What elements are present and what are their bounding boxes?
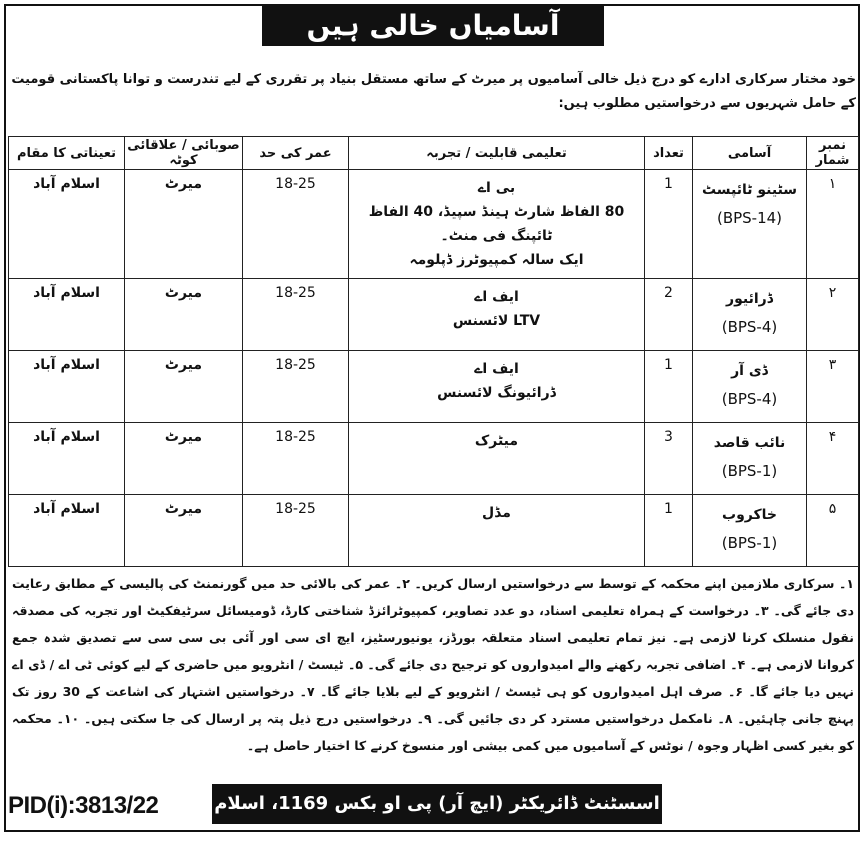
row-age: 18-25 [243,423,349,495]
row-quota: میرٹ [125,423,243,495]
row-title-text: ڈرائیور [726,291,773,307]
vacancy-table [8,136,859,567]
table-row [9,351,859,423]
qual-line: بی اے [477,180,516,196]
table-row [9,170,859,279]
header-place: تعیناتی کا مقام [9,137,125,170]
intro-text: خود مختار سرکاری ادارے کو درج ذیل خالی آسامیوں پر میرٹ کے ساتھ مستقل بنیاد پر تقرری کے لیے تندرست و توانا پاکستانی قومیت کے حامل شہریوں سے درخواستیں مطلوب ہیں: [11,72,856,111]
row-age: 18-25 [243,170,349,279]
qual-line: ایف اے [474,289,519,305]
row-age: 18-25 [243,495,349,567]
table-row [9,279,859,351]
row-quota: میرٹ [125,170,243,279]
header-no: نمبر شمار [807,137,859,170]
table-row [9,495,859,567]
page-title: آسامیاں خالی ہیں [262,6,604,46]
header-title: آسامی [693,137,807,170]
header-age: عمر کی حد [243,137,349,170]
row-count: 1 [645,495,693,567]
row-qualification [349,351,645,423]
row-place: اسلام آباد [9,170,125,279]
table-row [9,423,859,495]
row-title-text: نائب قاصد [713,435,786,451]
table-header-row [9,137,859,170]
row-quota: میرٹ [125,495,243,567]
qual-line: ایف اے [474,361,519,377]
row-no: ۵ [807,495,859,567]
row-title-text: سٹینو ٹائپسٹ [701,182,798,198]
row-bps: (BPS-4) [721,318,778,336]
header-qualification: تعلیمی قابلیت / تجربہ [349,137,645,170]
row-title-text: خاکروب [722,507,777,523]
contact-address: اسسٹنٹ ڈائریکٹر (ایچ آر) پی او بکس 1169، اسلام آباد [212,784,662,824]
row-place: اسلام آباد [9,279,125,351]
row-bps: (BPS-14) [716,209,783,227]
row-qualification [349,279,645,351]
row-bps: (BPS-4) [721,390,778,408]
row-bps: (BPS-1) [721,462,778,480]
row-bps: (BPS-1) [721,534,778,552]
row-qualification [349,170,645,279]
qual-line: میٹرک [474,433,519,449]
row-place: اسلام آباد [9,495,125,567]
row-no: ۲ [807,279,859,351]
row-count: 2 [645,279,693,351]
qual-line: ڈرائیونگ لائسنس [437,385,556,401]
row-title [693,279,807,351]
pid-number: PID(i):3813/22 [8,792,159,819]
row-count: 1 [645,351,693,423]
row-quota: میرٹ [125,279,243,351]
qual-line: 80 الفاظ شارٹ ہینڈ سپیڈ، 40 الفاظ ٹائپنگ فی منٹ۔ [368,204,625,244]
terms-and-conditions: ۱۔ سرکاری ملازمین اپنے محکمہ کے توسط سے درخواستیں ارسال کریں۔ ۲۔ عمر کی بالائی حد میں گورنمنٹ کی پالیسی کے مطابق رعایت دی جائے گی۔ ۳۔ درخواست کے ہمراہ تعلیمی اسناد، دو عدد تصاویر، کمپیوٹرائزڈ شناختی کارڈ، ڈومیسائل سرٹیفکیٹ اور تجربہ کی مصدقہ نقول منسلک کرنا لازمی ہے۔ نیز تمام تعلیمی اسناد متعلقہ بورڈز، یونیورسٹیز، ایچ ای سی اور آئی بی سی سی سے تصدیق شدہ جمع کروانا لازمی ہے۔ ۴۔ اضافی تجربہ رکھنے والے امیدواروں کو ترجیح دی جائے گی۔ ۵۔ ٹیسٹ / انٹرویو میں حاضری کے لیے کوئی ٹی اے / ڈی اے نہیں دیا جائے گا۔ ۶۔ صرف اہل امیدواروں کو ہی ٹیسٹ / انٹرویو کے لیے بلایا جائے گا۔ ۷۔ درخواستیں اشتہار کی اشاعت کے 30 روز تک پہنچ جانی چاہئیں۔ ۸۔ نامکمل درخواستیں مسترد کر دی جائیں گی۔ ۹۔ درخواستیں درج ذیل پتہ پر ارسال کی جا سکتی ہیں۔ ۱۰۔ محکمہ کو بغیر کسی اظہار وجوہ / نوٹس کے آسامیوں میں کمی بیشی اور منسوخ کرنے کا اختیار حاصل ہے۔ [12,576,855,753]
qual-line: LTV لائسنس [452,313,541,329]
header-count: تعداد [645,137,693,170]
row-no: ۱ [807,170,859,279]
row-age: 18-25 [243,279,349,351]
row-title-text: ڈی آر [731,363,768,379]
row-qualification [349,495,645,567]
qual-line: ایک سالہ کمپیوٹرز ڈپلومہ [409,252,584,268]
row-qualification [349,423,645,495]
row-place: اسلام آباد [9,351,125,423]
row-title [693,351,807,423]
row-no: ۴ [807,423,859,495]
row-title [693,495,807,567]
row-no: ۳ [807,351,859,423]
row-count: 3 [645,423,693,495]
row-count: 1 [645,170,693,279]
row-place: اسلام آباد [9,423,125,495]
row-title [693,423,807,495]
row-title [693,170,807,279]
row-age: 18-25 [243,351,349,423]
header-quota: صوبائی / علاقائی کوٹہ [125,137,243,170]
qual-line: مڈل [482,505,511,521]
row-quota: میرٹ [125,351,243,423]
